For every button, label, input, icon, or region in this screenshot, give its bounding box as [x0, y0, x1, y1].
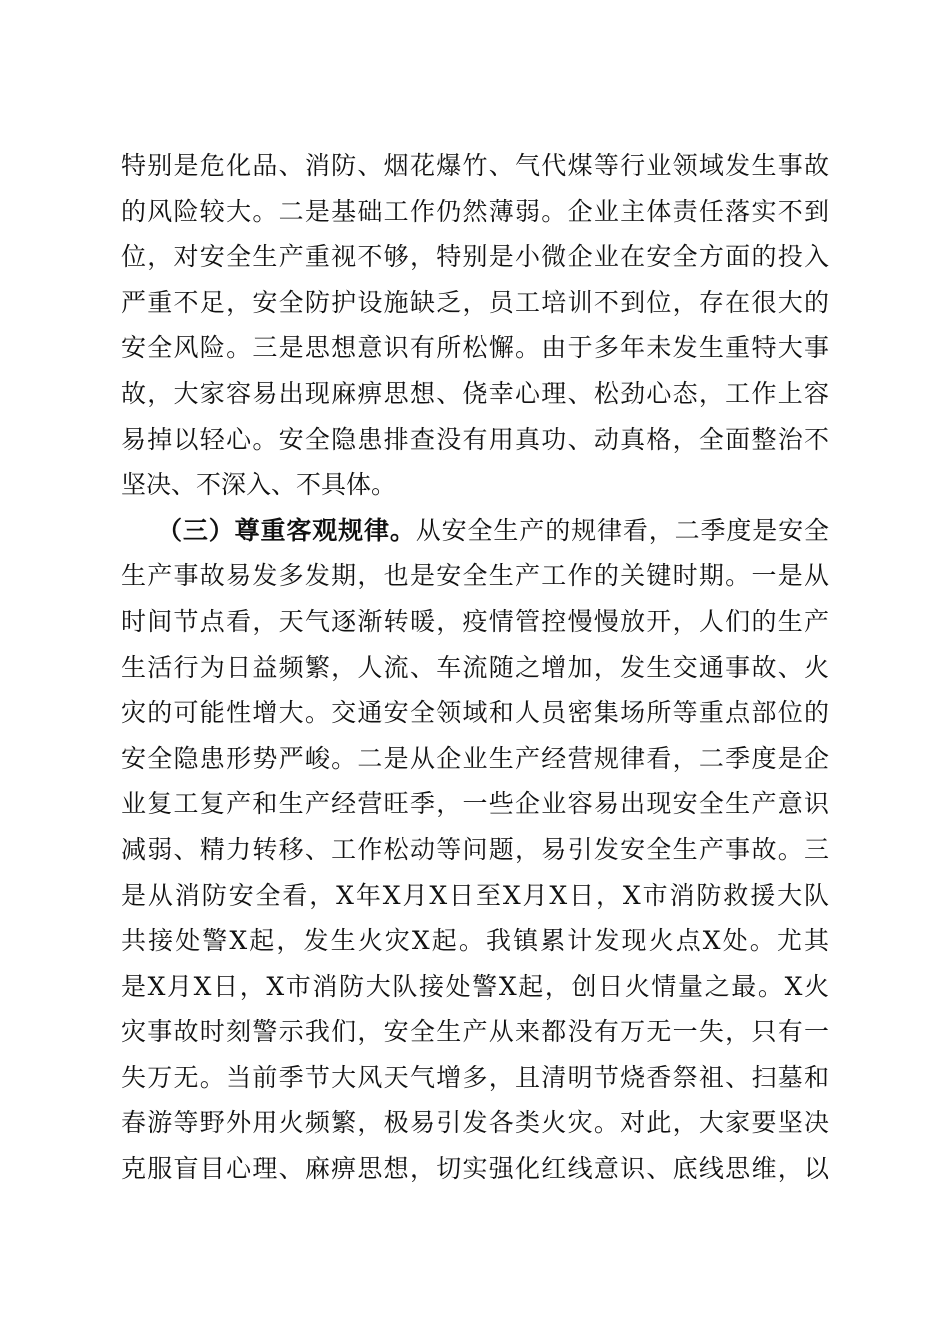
text-line: 的风险较大。二是基础工作仍然薄弱。企业主体责任落实不到	[121, 196, 829, 226]
body-text	[121, 143, 829, 1192]
paragraph-risk-analysis	[121, 143, 829, 508]
text-line: 是X月X日，X市消防大队接处警X起，创日火情量之最。X火	[121, 971, 829, 1001]
text-line: 是从消防安全看，X年X月X日至X月X日，X市消防救援大队	[121, 880, 829, 910]
text-line: 严重不足，安全防护设施缺乏，员工培训不到位，存在很大的	[121, 287, 829, 317]
text-line: 减弱、精力转移、工作松动等问题，易引发安全生产事故。三	[121, 834, 829, 864]
text-line: 灾事故时刻警示我们，安全生产从来都没有万无一失，只有一	[121, 1017, 829, 1047]
text-line: 位，对安全生产重视不够，特别是小微企业在安全方面的投入	[121, 242, 829, 272]
text-line: 共接处警X起，发生火灾X起。我镇累计发现火点X处。尤其	[121, 926, 829, 956]
text-line: 生活行为日益频繁，人流、车流随之增加，发生交通事故、火	[121, 652, 829, 682]
text-line: 灾的可能性增大。交通安全领域和人员密集场所等重点部位的	[121, 698, 829, 728]
text-line: 易掉以轻心。安全隐患排查没有用真功、动真格，全面整治不	[121, 424, 829, 454]
text-line: 时间节点看，天气逐渐转暖，疫情管控慢慢放开，人们的生产	[121, 606, 829, 636]
text-line: 坚决、不深入、不具体。	[121, 470, 397, 500]
section-heading-rest: 从安全生产的规律看，二季度是安全	[415, 515, 829, 545]
text-line: 生产事故易发多发期，也是安全生产工作的关键时期。一是从	[121, 561, 829, 591]
text-line: 失万无。当前季节大风天气增多，且清明节烧香祭祖、扫墓和	[121, 1062, 829, 1092]
paragraph-objective-laws	[121, 508, 829, 1192]
text-line: 克服盲目心理、麻痹思想，切实强化红线意识、底线思维，以	[121, 1154, 829, 1184]
text-line: 特别是危化品、消防、烟花爆竹、气代煤等行业领域发生事故	[121, 151, 829, 180]
section-heading: （三）尊重客观规律。	[157, 515, 416, 545]
text-line: 安全隐患形势严峻。二是从企业生产经营规律看，二季度是企	[121, 743, 829, 773]
text-line: 安全风险。三是思想意识有所松懈。由于多年未发生重特大事	[121, 333, 829, 363]
text-line: 故，大家容易出现麻痹思想、侥幸心理、松劲心态，工作上容	[121, 378, 829, 408]
text-line: 春游等野外用火频繁，极易引发各类火灾。对此，大家要坚决	[121, 1108, 829, 1138]
text-line-first	[121, 508, 829, 554]
text-line: 业复工复产和生产经营旺季，一些企业容易出现安全生产意识	[121, 789, 829, 819]
